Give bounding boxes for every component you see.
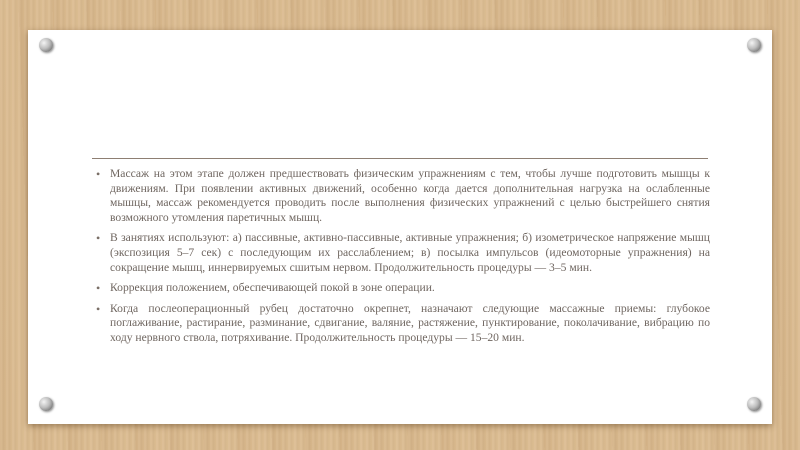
bullet-icon: • xyxy=(96,301,101,316)
pushpin-bottom-right-icon xyxy=(747,397,761,411)
slide-body-text xyxy=(96,167,710,352)
paragraph-text: В занятиях используют: а) пассивные, активно-пассивные, активные упражнения; б) изометрическое напряжение мышц (экспозиция 5–7 сек) с последующим их расслаблением; в) посылка импульсов (идеомоторные упражнения) на сокращение мышц, иннервируемых сшитым нервом. Продолжительность процедуры — 3–5 мин. xyxy=(110,231,710,274)
pushpin-bottom-left-icon xyxy=(39,397,53,411)
pushpin-top-right-icon xyxy=(747,38,761,52)
title-divider-line xyxy=(92,158,708,159)
pushpin-top-left-icon xyxy=(39,38,53,52)
bullet-paragraph-position-correction xyxy=(96,281,710,296)
bullet-icon: • xyxy=(96,281,101,296)
paragraph-text: Массаж на этом этапе должен предшествовать физическим упражнениям с тем, чтобы лучше подготовить мышцы к движениям. При появлении активных движений, особенно когда дается дополнительная нагрузка на ослабленные мышцы, массаж рекомендуется проводить после выполнения физических упражнений с целью быстрейшего снятия возможного утомления паретичных мышц. xyxy=(110,167,710,224)
bullet-icon: • xyxy=(96,231,101,246)
paragraph-text: Когда послеоперационный рубец достаточно окрепнет, назначают следующие массажные приемы: глубокое поглаживание, растирание, разминание, сдвигание, валяние, растяжение, пунктирование, поколачивание, вибрацию по ходу нервного ствола, потряхивание. Продолжительность процедуры — 15–20 мин. xyxy=(110,301,710,344)
bullet-icon: • xyxy=(96,167,101,181)
bullet-paragraph-massage-timing xyxy=(96,167,710,225)
paragraph-text: Коррекция положением, обеспечивающей покой в зоне операции. xyxy=(110,281,435,295)
bullet-paragraph-massage-techniques xyxy=(96,302,710,346)
bullet-paragraph-exercises xyxy=(96,231,710,275)
